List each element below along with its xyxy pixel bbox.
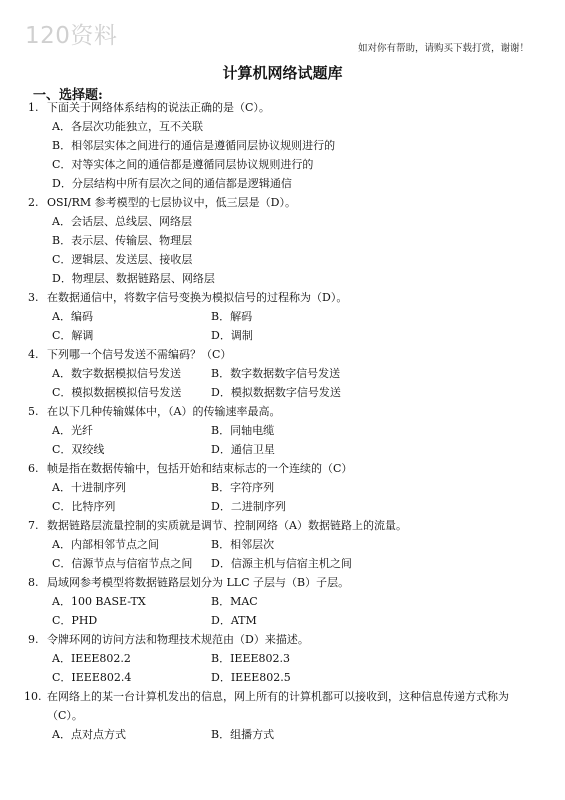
question-item (0, 402, 565, 459)
question-stem: 下面关于网络体系结构的说法正确的是（C）。 (47, 101, 270, 114)
question-number: 9. (28, 633, 39, 646)
question-stem: 局域网参考模型将数据链路层划分为 LLC 子层与（B）子层。 (47, 576, 350, 589)
answer-option: C．信源节点与信宿节点之间 (52, 557, 193, 570)
question-item (0, 288, 565, 345)
answer-option: D．ATM (211, 614, 257, 627)
answer-option-row (0, 497, 565, 516)
question-stem: OSI/RM 参考模型的七层协议中，低三层是（D）。 (47, 196, 296, 209)
answer-option-row (0, 478, 565, 497)
question-stem: 下列哪一个信号发送不需编码？（C） (47, 348, 232, 361)
answer-option: D．分层结构中所有层次之间的通信都是逻辑通信 (52, 177, 292, 190)
question-stem: 在数据通信中，将数字信号变换为模拟信号的过程称为（D）。 (47, 291, 348, 304)
question-text (0, 345, 565, 364)
answer-option: C．逻辑层、发送层、接收层 (52, 253, 193, 266)
question-text (0, 516, 565, 535)
question-number: 7. (28, 519, 39, 532)
question-item (0, 573, 565, 630)
question-text (0, 573, 565, 592)
question-list (0, 98, 565, 744)
question-number: 1. (28, 101, 39, 114)
answer-option-row (0, 307, 565, 326)
question-item (0, 687, 565, 744)
answer-option: B．IEEE802.3 (211, 652, 291, 665)
answer-option: D．模拟数据数字信号发送 (211, 386, 341, 399)
header-note: 如对你有帮助，请购买下载打赏，谢谢！ (357, 43, 529, 54)
section-heading: 一、选择题: (33, 88, 103, 103)
answer-option: D．调制 (211, 329, 253, 342)
answer-option: C．IEEE802.4 (52, 671, 132, 684)
question-stem: 数据链路层流量控制的实质就是调节、控制网络（A）数据链路上的流量。 (47, 519, 407, 532)
answer-option-row (0, 364, 565, 383)
answer-option-row (0, 592, 565, 611)
answer-option: B．相邻层次 (211, 538, 275, 551)
question-text (0, 288, 565, 307)
answer-option-row (0, 326, 565, 345)
question-item (0, 98, 565, 193)
answer-option-row (0, 440, 565, 459)
answer-option: B．字符序列 (211, 481, 275, 494)
answer-option: A．光纤 (52, 424, 93, 437)
answer-option: C．模拟数据模拟信号发送 (52, 386, 182, 399)
answer-option: B．相邻层实体之间进行的通信是遵循同层协议规则进行的 (52, 139, 336, 152)
page-title: 计算机网络试题库 (222, 64, 343, 82)
answer-option: C．对等实体之间的通信都是遵循同层协议规则进行的 (52, 158, 314, 171)
answer-option-row (0, 611, 565, 630)
question-number: 8. (28, 576, 39, 589)
answer-option-row (0, 383, 565, 402)
answer-option: A．编码 (52, 310, 93, 323)
question-stem: 令牌环网的访问方法和物理技术规范由（D）来描述。 (47, 633, 309, 646)
question-number: 4. (28, 348, 39, 361)
answer-option: D．信源主机与信宿主机之间 (211, 557, 352, 570)
answer-option: A．IEEE802.2 (52, 652, 131, 665)
answer-option-row (0, 649, 565, 668)
answer-option: A．100 BASE-TX (52, 595, 146, 608)
answer-option: B．数字数据数字信号发送 (211, 367, 341, 380)
question-item (0, 193, 565, 288)
question-number: 10. (24, 690, 42, 703)
question-stem: 帧是指在数据传输中，包括开始和结束标志的一个连续的（C） (47, 462, 353, 475)
question-text (0, 193, 565, 212)
question-stem: 在网络上的某一台计算机发出的信息，网上所有的计算机都可以接收到，这种信息传递方式称为（C）。 (47, 690, 509, 722)
answer-option-row (0, 725, 565, 744)
question-item (0, 630, 565, 687)
answer-option-row (0, 554, 565, 573)
answer-option: B．MAC (211, 595, 258, 608)
question-stem: 在以下几种传输媒体中，（A）的传输速率最高。 (47, 405, 281, 418)
answer-option-row (0, 421, 565, 440)
answer-option: A．十进制序列 (52, 481, 126, 494)
answer-option: C．解调 (52, 329, 94, 342)
answer-option: B．同轴电缆 (211, 424, 275, 437)
question-number: 5. (28, 405, 39, 418)
answer-option: C．PHD (52, 614, 98, 627)
question-number: 2. (28, 196, 39, 209)
question-number: 3. (28, 291, 39, 304)
question-item (0, 516, 565, 573)
answer-option: D．二进制序列 (211, 500, 286, 513)
answer-option: D．通信卫星 (211, 443, 275, 456)
answer-option: A．内部相邻节点之间 (52, 538, 159, 551)
answer-option: A．点对点方式 (52, 728, 126, 741)
question-text (0, 630, 565, 649)
answer-option: C．双绞线 (52, 443, 105, 456)
answer-option: D．IEEE802.5 (211, 671, 291, 684)
answer-option: D．物理层、数据链路层、网络层 (52, 272, 215, 285)
answer-option-row (0, 668, 565, 687)
question-text (0, 402, 565, 421)
answer-option-row (0, 535, 565, 554)
answer-option: C．比特序列 (52, 500, 116, 513)
question-item (0, 345, 565, 402)
question-text (0, 459, 565, 478)
answer-option: B．表示层、传输层、物理层 (52, 234, 193, 247)
question-text (0, 687, 565, 725)
answer-option: A．数字数据模拟信号发送 (52, 367, 181, 380)
question-item (0, 459, 565, 516)
question-text (0, 98, 565, 117)
question-number: 6. (28, 462, 39, 475)
answer-option: B．解码 (211, 310, 253, 323)
answer-option: B．组播方式 (211, 728, 275, 741)
answer-option: A．各层次功能独立，互不关联 (52, 120, 203, 133)
answer-option: A．会话层、总线层、网络层 (52, 215, 192, 228)
watermark-logo: 120资料 (25, 23, 118, 49)
